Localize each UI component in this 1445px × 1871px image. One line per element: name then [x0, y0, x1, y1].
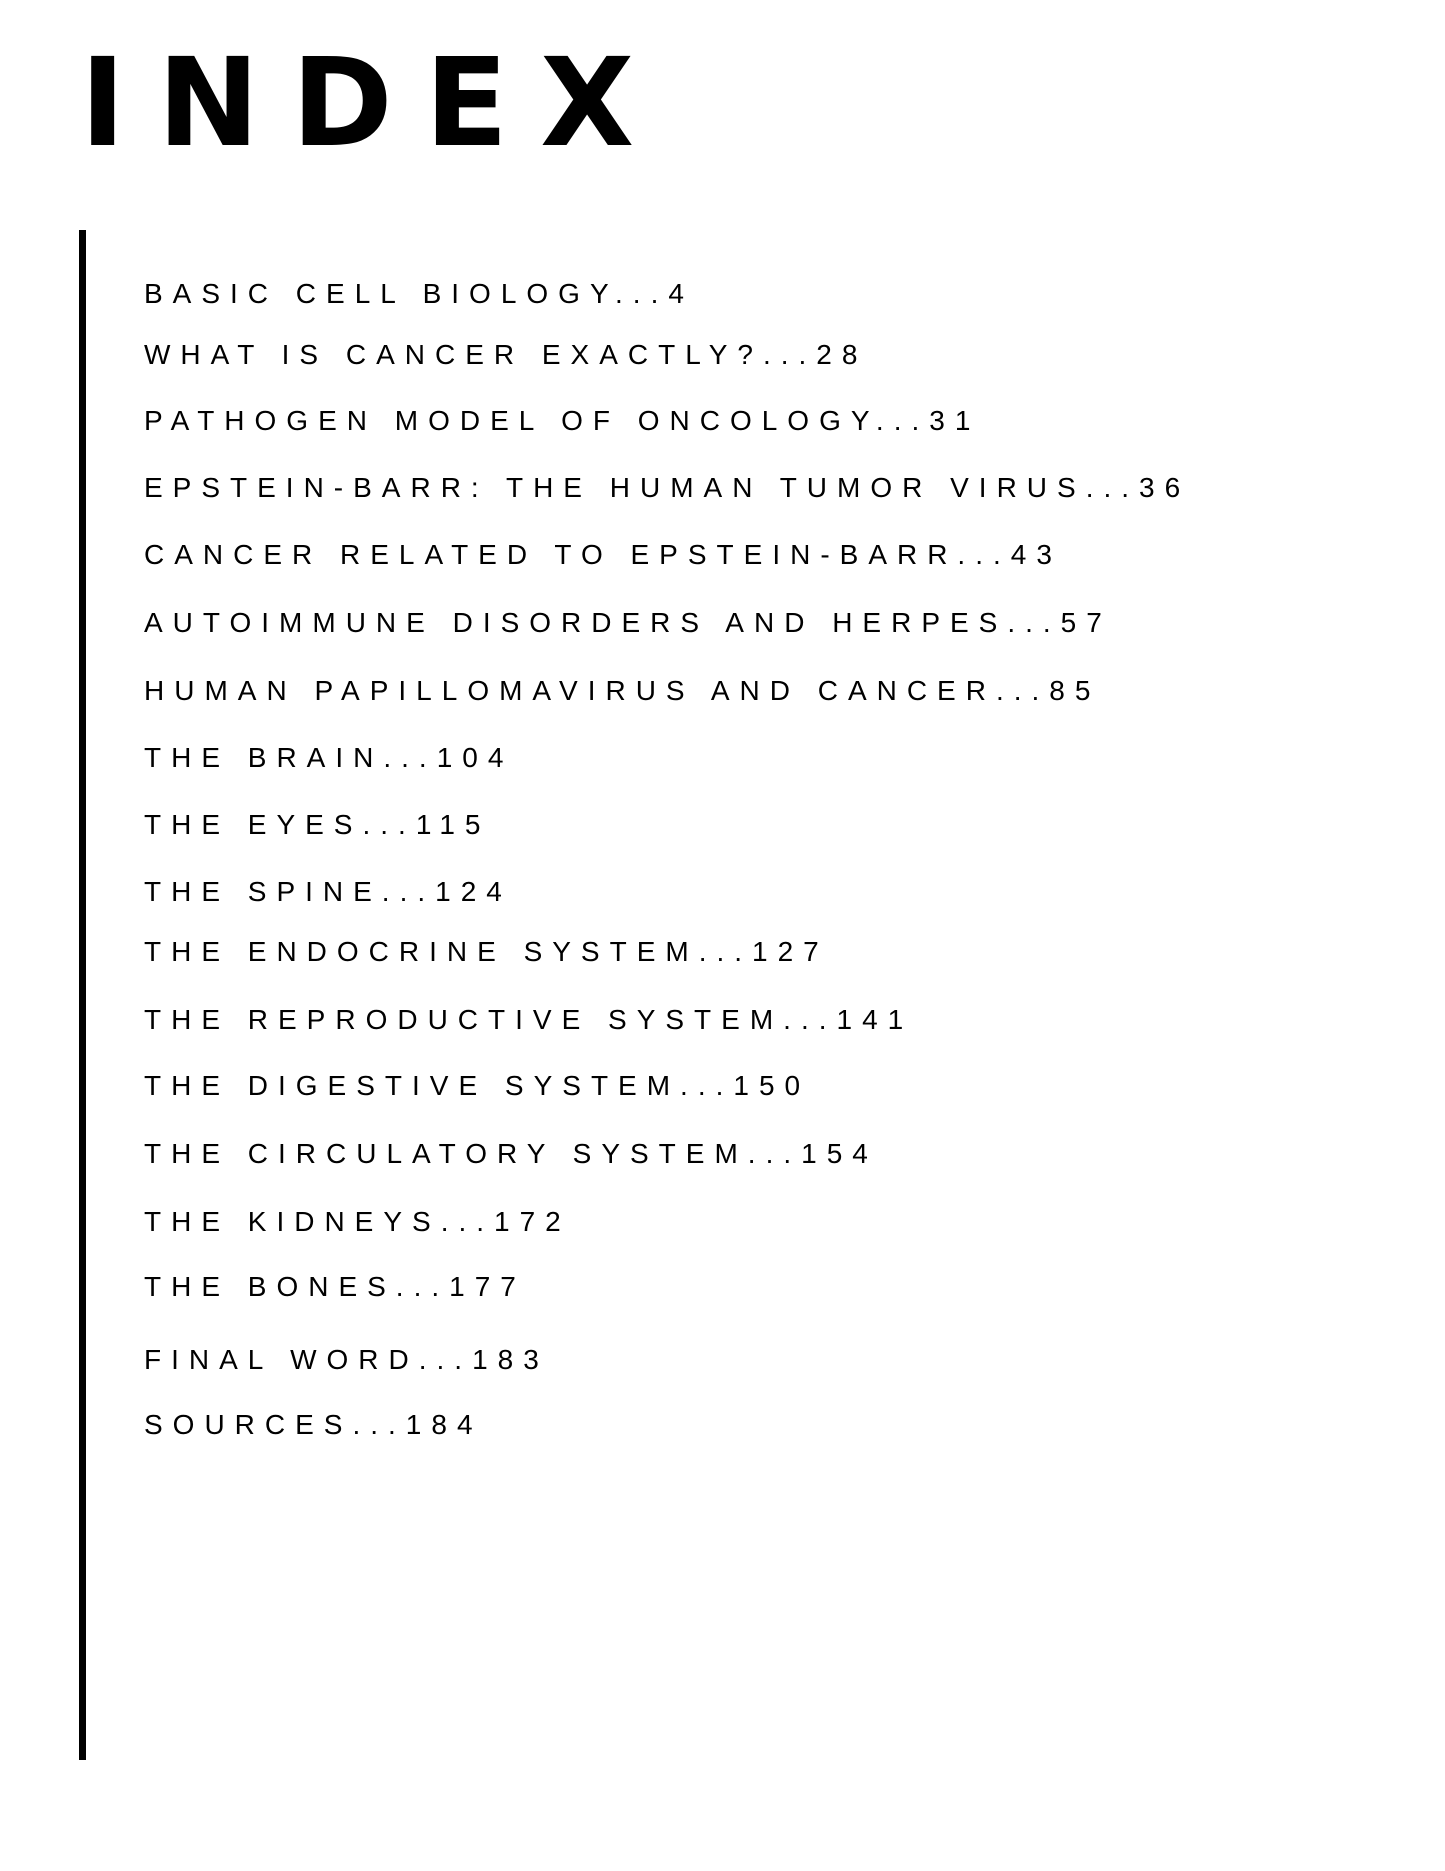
- index-entry-circulatory: THE CIRCULATORY SYSTEM...154: [144, 1138, 878, 1169]
- index-entry-autoimmune-herpes: AUTOIMMUNE DISORDERS AND HERPES...57: [144, 607, 1112, 638]
- index-entry-eyes: THE EYES...115: [144, 809, 491, 840]
- vertical-divider: [79, 230, 86, 1760]
- index-entry-spine: THE SPINE...124: [144, 876, 512, 907]
- index-entry-epstein-barr-virus: EPSTEIN-BARR: THE HUMAN TUMOR VIRUS...36: [144, 472, 1191, 503]
- index-entry-pathogen-model: PATHOGEN MODEL OF ONCOLOGY...31: [144, 405, 981, 436]
- index-entry-brain: THE BRAIN...104: [144, 742, 514, 773]
- index-entry-kidneys: THE KIDNEYS...172: [144, 1206, 571, 1237]
- index-entry-bones: THE BONES...177: [144, 1271, 526, 1302]
- index-entry-cancer-epstein-barr: CANCER RELATED TO EPSTEIN-BARR...43: [144, 539, 1062, 570]
- index-entry-what-is-cancer: WHAT IS CANCER EXACTLY?...28: [144, 339, 868, 370]
- index-entry-sources: SOURCES...184: [144, 1409, 483, 1440]
- index-entry-final-word: FINAL WORD...183: [144, 1344, 549, 1375]
- index-entry-digestive: THE DIGESTIVE SYSTEM...150: [144, 1070, 811, 1101]
- index-entry-basic-cell-biology: BASIC CELL BIOLOGY...4: [144, 278, 694, 309]
- index-entry-hpv-cancer: HUMAN PAPILLOMAVIRUS AND CANCER...85: [144, 675, 1101, 706]
- page-title: INDEX: [80, 32, 667, 174]
- index-entry-reproductive: THE REPRODUCTIVE SYSTEM...141: [144, 1004, 914, 1035]
- index-entry-endocrine: THE ENDOCRINE SYSTEM...127: [144, 936, 829, 967]
